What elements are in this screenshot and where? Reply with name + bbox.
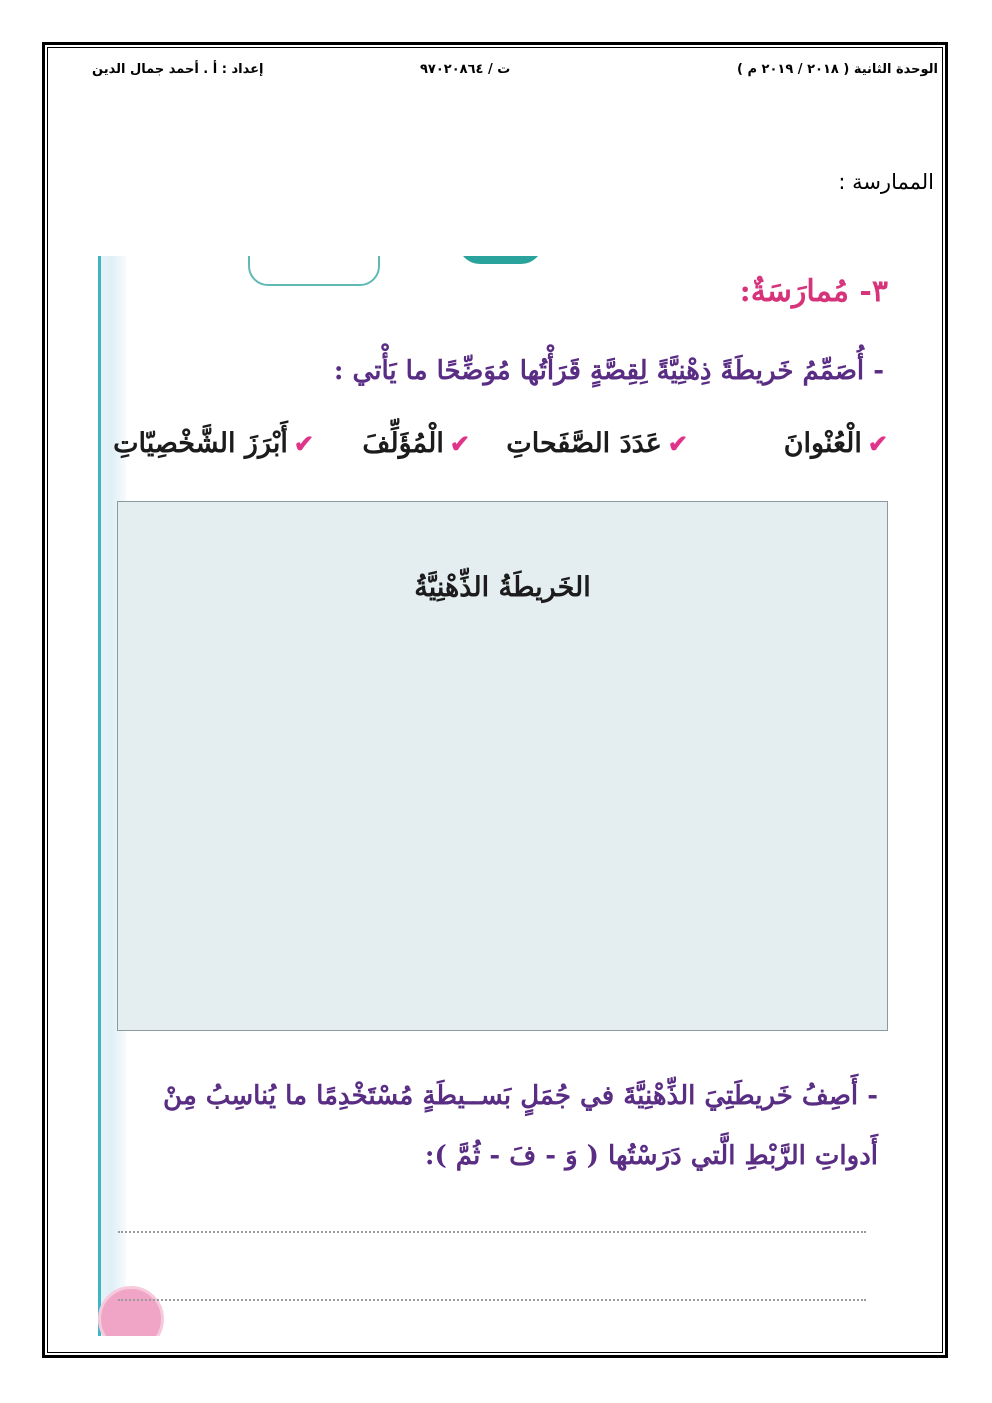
- header-phone: ت / ٩٧٠٢٠٨٦٤: [420, 62, 511, 77]
- mind-map-area[interactable]: [117, 501, 888, 1031]
- check-icon: ✔: [293, 429, 314, 458]
- checklist-item-label: أَبْرَزَ الشَّخْصِيّاتِ: [113, 428, 288, 459]
- decorative-pill: [458, 256, 543, 264]
- textbook-excerpt: [98, 256, 898, 1336]
- question-mind-map: - أُصَمِّمُ خَريطَةً ذِهْنِيَّةً لِقِصَّةٍ قَرَأْتُها مُوَضِّحًا ما يَأْتي :: [333, 356, 884, 386]
- checklist-item-author: [362, 428, 470, 459]
- checklist-item-title: [784, 428, 888, 459]
- checklist: [98, 428, 888, 468]
- answer-line[interactable]: [118, 1231, 866, 1233]
- check-icon: ✔: [867, 429, 888, 458]
- checklist-item-label: عَدَدَ الصَّفَحاتِ: [506, 428, 662, 459]
- decorative-tab: [248, 256, 380, 286]
- checklist-item-pages: [506, 428, 688, 459]
- checklist-item-characters: [113, 428, 314, 459]
- answer-line[interactable]: [118, 1299, 866, 1301]
- header-author: إعداد : أ . أحمد جمال الدين: [92, 62, 264, 77]
- mind-map-title: الخَريطَةُ الذِّهْنِيَّةُ: [414, 572, 591, 603]
- checklist-item-label: الْمُؤَلِّفَ: [362, 428, 444, 459]
- check-icon: ✔: [449, 429, 470, 458]
- section-title: الممارسة :: [838, 170, 934, 194]
- book-edge-line: [98, 256, 101, 1336]
- checklist-item-label: الْعُنْوانَ: [783, 428, 862, 459]
- check-icon: ✔: [667, 429, 688, 458]
- question-describe: - أَصِفُ خَريطَتِيَ الذِّهْنِيَّةَ في جُمَلٍ بَســيطَةٍ مُسْتَخْدِمًا ما يُناسِبُ مِنْ أَدواتِ الرَّبْطِ الَّتي دَرَسْتُها ( وَ - فَ - ثُمَّ ):: [163, 1081, 878, 1171]
- practice-heading: ٣- مُمارَسَةٌ:: [739, 274, 888, 309]
- header-unit: الوحدة الثانية ( ٢٠١٨ / ٢٠١٩ م ): [736, 62, 938, 77]
